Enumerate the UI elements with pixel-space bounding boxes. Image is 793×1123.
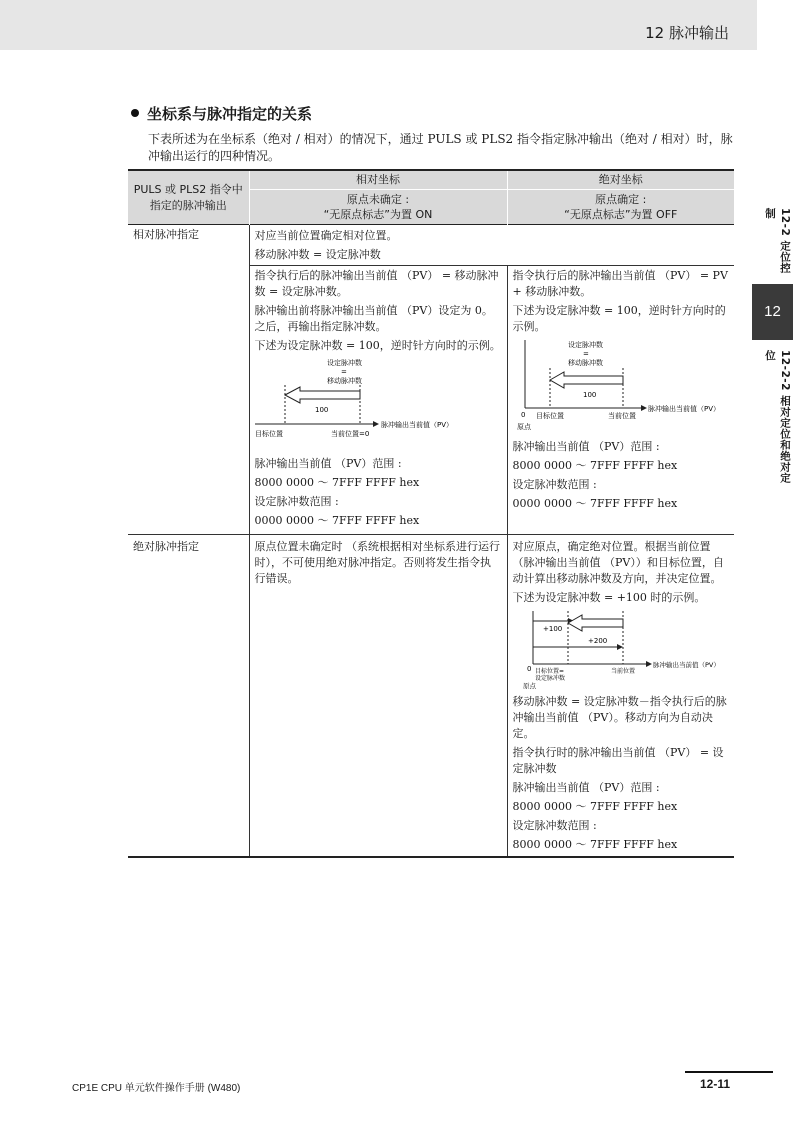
d2-equals: = bbox=[582, 350, 589, 358]
d3-move-arrow bbox=[568, 615, 623, 631]
row2-relative-cell: 原点位置未确定时 （系统根据相对坐标系进行运行时），不可使用绝对脉冲指定。否则将发生指令执行错误。 bbox=[249, 535, 507, 858]
d1-move-label: 移动脉冲数 bbox=[326, 377, 362, 385]
row-label-absolute: 绝对脉冲指定 bbox=[128, 535, 249, 858]
side-section-label: 12-2 定位控制 bbox=[764, 208, 791, 274]
bullet-icon bbox=[131, 109, 139, 117]
d3-current-label: 当前位置 bbox=[610, 668, 635, 675]
d3-target-label: 目标位置= bbox=[534, 668, 564, 675]
footer-page-number: 12-11 bbox=[700, 1077, 731, 1091]
header-band bbox=[0, 0, 757, 50]
d2-axis-label: 脉冲输出当前值（PV） bbox=[647, 405, 720, 413]
d3-origin-label: 原点 bbox=[522, 682, 536, 689]
diagram-relative-absolute bbox=[513, 338, 728, 434]
row-label-relative: 相对脉冲指定 bbox=[128, 225, 249, 535]
d1-move-arrow bbox=[285, 387, 360, 403]
footer-manual-title: CP1E CPU 单元软件操作手册 (W480) bbox=[72, 1083, 241, 1094]
d1-value: 100 bbox=[314, 406, 328, 414]
header-cell-pulse-spec: PULS 或 PLS2 指令中指定的脉冲输出 bbox=[128, 170, 249, 225]
d2-origin-label: 原点 bbox=[516, 423, 531, 431]
header-absolute-coord: 绝对坐标 bbox=[507, 170, 734, 190]
d3-target-label-2: 设定脉冲数 bbox=[534, 675, 565, 682]
d1-axis-label: 脉冲输出当前值（PV） bbox=[380, 421, 453, 429]
diagram-relative-relative bbox=[255, 357, 495, 449]
d1-target-label: 目标位置 bbox=[254, 430, 283, 438]
d2-current-label: 当前位置 bbox=[607, 412, 636, 420]
row1-absolute-cell: 指令执行后的脉冲输出当前值 （PV） = PV + 移动脉冲数。 下述为设定脉冲数 = 100，逆时针方向时的示例。 设定脉冲数 = 移动脉冲数 100 脉冲输出当前值（PV） 0 目标位置 当前位置 原点 脉冲输出当前值 （PV）范围 : 8000 0000 ～ 7FFF FFFF hex 设定脉冲数范围 : 0000 0000 ～ 7FFF FFFF hex bbox=[512, 269, 728, 510]
header-origin-defined: 原点确定 : “无原点标志”为置 OFF bbox=[507, 190, 734, 225]
side-chapter-tab[interactable]: 12 bbox=[752, 284, 793, 340]
page-header-title: 12 脉冲输出 bbox=[645, 24, 729, 42]
d1-equals: = bbox=[340, 368, 347, 376]
d2-move-label: 移动脉冲数 bbox=[567, 359, 603, 367]
d1-axis-arrowhead bbox=[373, 421, 379, 427]
d3-zero: 0 bbox=[526, 665, 531, 673]
section-title: 坐标系与脉冲指定的关系 bbox=[147, 105, 313, 123]
d2-axis-arrowhead bbox=[641, 405, 647, 411]
diagram-absolute-absolute bbox=[513, 609, 728, 689]
d2-set-label: 设定脉冲数 bbox=[567, 341, 603, 349]
coordinate-table bbox=[128, 169, 734, 858]
intro-paragraph: 下表所述为在坐标系（绝对 / 相对）的情况下，通过 PULS 或 PLS2 指令指定脉冲输出（绝对 / 相对）时，脉冲输出运行的四种情况。 bbox=[148, 132, 733, 163]
d2-zero: 0 bbox=[520, 411, 525, 419]
row2-absolute-cell: 对应原点，确定绝对位置。根据当前位置 （脉冲输出当前值 （PV））和目标位置，自动计算出移动脉冲数及方向，并决定位置。 下述为设定脉冲数 = +100 时的示例。 +100 +200 脉冲输出当前值（PV） 0 目标位置= 设定脉冲数 当前位置 原点 移动脉冲数 = 设定脉冲数－指令执行后的脉冲输出当前值 （PV）。移动方向为自动决定。 指令执行时的脉冲输出当前值 （PV） = 设定脉冲数 脉冲输出当前值 （PV）范围 : 8000 0000 ～ 7FFF FFFF hex 设定脉冲数范围 : 8000 0000 ～ 7FFF FFFF hex bbox=[512, 540, 727, 851]
header-origin-undefined: 原点未确定 : “无原点标志”为置 ON bbox=[249, 190, 507, 225]
d1-set-label: 设定脉冲数 bbox=[326, 359, 362, 367]
d3-axis-arrowhead bbox=[646, 661, 652, 667]
row1-merged-cell: 对应当前位置确定相对位置。 移动脉冲数 = 设定脉冲数 bbox=[249, 225, 734, 266]
row1-relative-cell: 指令执行后的脉冲输出当前值 （PV） = 移动脉冲数 = 设定脉冲数。 脉冲输出前将脉冲输出当前值 （PV）设定为 0。之后，再输出指定脉冲数。 下述为设定脉冲数 = 100，逆时针方向时的示例。 设定脉冲数 = 移动脉冲数 100 脉冲输出当前值（PV） 目标位置 当前位置=0 脉冲输出当前值 （PV）范围 : 8000 0000 ～ 7FFF FFFF hex 设定脉冲数范围 : 0000 0000 ～ 7FFF FFFF hex bbox=[249, 266, 507, 535]
footer-divider bbox=[685, 1071, 773, 1073]
d3-axis-label: 脉冲输出当前值（PV） bbox=[652, 661, 720, 669]
d3-plus200-arrowhead bbox=[617, 644, 623, 650]
d3-v2: +200 bbox=[587, 637, 607, 645]
d2-value: 100 bbox=[582, 391, 596, 399]
section-heading bbox=[131, 103, 312, 124]
d1-current-label: 当前位置=0 bbox=[330, 430, 369, 438]
d3-v1: +100 bbox=[542, 625, 562, 633]
side-subsection-label: 12-2-2 相对定位和绝对定位 bbox=[764, 350, 791, 484]
header-relative-coord: 相对坐标 bbox=[249, 170, 507, 190]
d2-move-arrow bbox=[550, 372, 623, 388]
d2-target-label: 目标位置 bbox=[535, 412, 564, 420]
